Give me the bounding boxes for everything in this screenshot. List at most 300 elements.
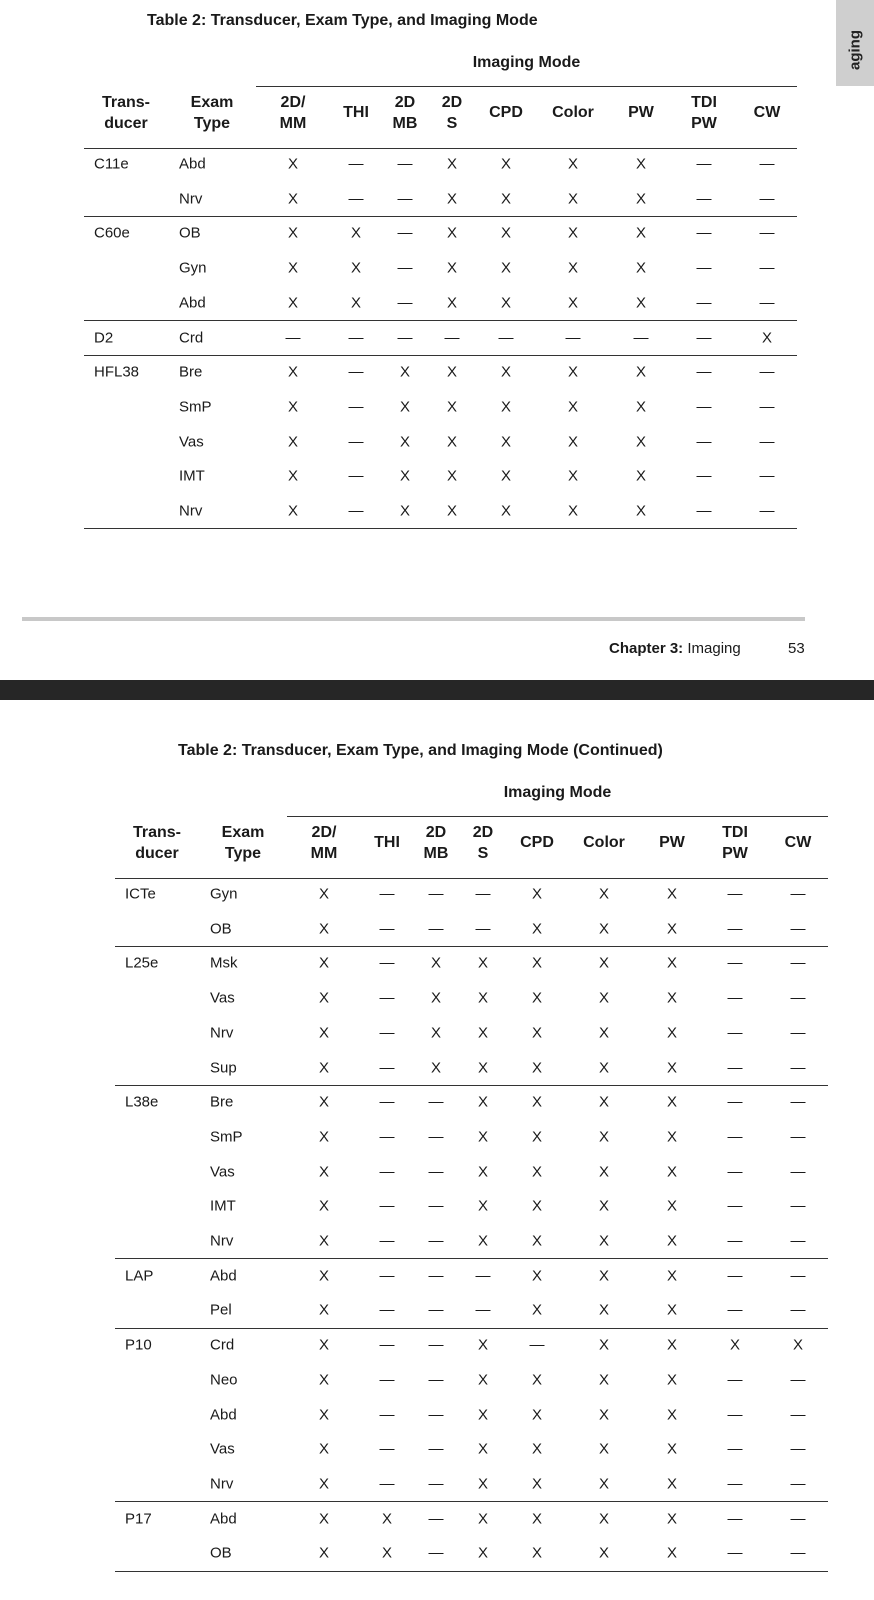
exam-type: Crd: [210, 1336, 235, 1354]
transducer-name: D2: [94, 329, 114, 346]
mode-cell-2ds: X: [446, 433, 458, 451]
mode-cell-cpd: X: [500, 433, 512, 451]
mode-cell-cw: —: [790, 1510, 806, 1528]
mode-cell-color: X: [598, 885, 610, 903]
table-title-continued: Table 2: Transducer, Exam Type, and Imaging Mode (Continued): [178, 742, 663, 759]
mode-cell-2dmb: —: [428, 1371, 444, 1389]
mode-cell-tdipw: —: [696, 259, 712, 277]
mode-cell-2dmm: X: [318, 1197, 330, 1215]
column-header-line: MM: [279, 115, 307, 132]
mode-cell-thi: —: [379, 885, 395, 903]
mode-cell-cw: —: [790, 1232, 806, 1250]
mode-cell-color: —: [565, 329, 581, 346]
mode-cell-tdipw: —: [727, 1128, 743, 1146]
mode-cell-2dmm: X: [318, 989, 330, 1007]
mode-cell-2dmb: X: [399, 467, 411, 485]
exam-type: OB: [210, 1544, 232, 1562]
exam-type: OB: [210, 920, 232, 938]
mode-cell-tdipw: —: [727, 1232, 743, 1250]
mode-cell-color: X: [598, 1128, 610, 1146]
column-header-2dmm: [311, 822, 338, 864]
mode-cell-cpd: X: [500, 363, 512, 381]
mode-cell-cw: —: [790, 1024, 806, 1042]
mode-cell-2ds: X: [477, 954, 489, 972]
column-header-pw: [659, 832, 685, 853]
mode-cell-cpd: X: [531, 1406, 543, 1423]
mode-cell-2dmb: —: [428, 885, 444, 903]
mode-cell-cpd: X: [531, 1267, 543, 1285]
exam-type: SmP: [210, 1128, 243, 1146]
mode-cell-tdipw: —: [696, 467, 712, 485]
mode-cell-color: X: [598, 1510, 610, 1528]
column-header-line: Exam: [221, 824, 265, 841]
mode-cell-cw: X: [761, 329, 773, 346]
column-header-line: Trans-: [132, 824, 182, 841]
mode-cell-color: X: [598, 1267, 610, 1285]
mode-cell-cpd: X: [500, 294, 512, 312]
mode-cell-thi: —: [348, 398, 364, 416]
mode-cell-pw: X: [666, 1406, 678, 1423]
exam-type: Neo: [210, 1371, 238, 1389]
mode-cell-cpd: X: [531, 885, 543, 903]
mode-cell-pw: X: [635, 190, 647, 208]
mode-cell-tdipw: —: [727, 989, 743, 1007]
mode-cell-2dmb: —: [428, 1440, 444, 1458]
exam-type: Bre: [179, 363, 203, 381]
mode-cell-2dmb: X: [430, 1059, 442, 1076]
mode-cell-thi: —: [379, 1406, 395, 1423]
exam-type: Abd: [179, 294, 206, 312]
column-header-line: S: [477, 845, 489, 862]
mode-cell-2dmb: —: [428, 1301, 444, 1319]
mode-cell-2dmb: X: [399, 363, 411, 381]
mode-cell-pw: X: [666, 989, 678, 1007]
mode-cell-2ds: X: [477, 1371, 489, 1389]
mode-cell-2dmb: —: [428, 1128, 444, 1146]
mode-cell-tdipw: —: [696, 329, 712, 346]
mode-cell-2ds: X: [446, 363, 458, 381]
mode-cell-2ds: —: [475, 1267, 491, 1285]
mode-cell-thi: —: [379, 1024, 395, 1042]
mode-cell-thi: —: [379, 1301, 395, 1319]
mode-cell-2dmb: —: [397, 329, 413, 346]
mode-cell-pw: —: [633, 329, 649, 346]
mode-cell-pw: X: [666, 1371, 678, 1389]
column-header-line: 2D: [394, 94, 416, 111]
mode-cell-2ds: X: [477, 1510, 489, 1528]
mode-cell-tdipw: —: [696, 363, 712, 381]
mode-cell-2ds: X: [477, 1059, 489, 1076]
mode-cell-2ds: X: [446, 467, 458, 485]
mode-cell-tdipw: —: [696, 433, 712, 451]
mode-cell-cw: —: [759, 467, 775, 485]
mode-cell-cw: —: [790, 1059, 806, 1076]
mode-cell-tdipw: —: [727, 1371, 743, 1389]
mode-cell-2ds: X: [477, 1406, 489, 1423]
transducer-name: P17: [125, 1510, 152, 1528]
mode-cell-cpd: X: [531, 1163, 543, 1181]
mode-cell-cpd: X: [531, 1544, 543, 1562]
column-header-line: Exam: [190, 94, 234, 111]
table-title: Table 2: Transducer, Exam Type, and Imaging Mode: [147, 12, 538, 29]
column-header-color: [552, 102, 594, 123]
mode-cell-2dmm: X: [318, 1371, 330, 1389]
mode-cell-cpd: X: [500, 259, 512, 277]
column-header-line: MM: [310, 845, 338, 862]
mode-cell-2dmb: —: [428, 1093, 444, 1111]
column-header-line: MB: [392, 115, 418, 132]
mode-cell-cw: —: [759, 259, 775, 277]
mode-cell-cpd: X: [531, 1440, 543, 1458]
footer-chapter-label: Chapter 3:: [609, 640, 684, 657]
exam-type: SmP: [179, 398, 212, 416]
mode-cell-tdipw: —: [696, 294, 712, 312]
mode-cell-2dmm: X: [287, 259, 299, 277]
mode-cell-tdipw: —: [696, 190, 712, 208]
mode-cell-2ds: X: [477, 1336, 489, 1354]
mode-cell-2dmm: X: [318, 920, 330, 938]
mode-cell-pw: X: [635, 259, 647, 277]
column-header-line: 2D: [441, 94, 463, 111]
column-header-cpd: [520, 832, 554, 853]
mode-cell-2dmb: X: [399, 502, 411, 520]
group-rule: [115, 1085, 828, 1086]
exam-type: Nrv: [179, 502, 203, 520]
column-header-thi: [343, 102, 369, 123]
mode-cell-color: X: [567, 433, 579, 451]
mode-cell-cw: —: [759, 363, 775, 381]
exam-type: IMT: [179, 467, 205, 485]
mode-cell-pw: X: [666, 1093, 678, 1111]
mode-cell-2dmm: X: [287, 190, 299, 208]
mode-cell-2dmb: —: [397, 190, 413, 208]
mode-cell-tdipw: —: [727, 920, 743, 938]
mode-cell-color: X: [598, 1544, 610, 1562]
mode-cell-cpd: X: [531, 1128, 543, 1146]
mode-cell-cw: —: [790, 1093, 806, 1111]
mode-cell-tdipw: —: [727, 885, 743, 903]
exam-type: Nrv: [210, 1475, 234, 1493]
column-header-line: 2D/: [280, 94, 306, 111]
mode-cell-pw: X: [666, 1197, 678, 1215]
mode-cell-thi: —: [379, 1197, 395, 1215]
mode-cell-2dmm: X: [318, 954, 330, 972]
mode-cell-2dmm: X: [287, 224, 299, 242]
mode-cell-tdipw: —: [696, 502, 712, 520]
mode-cell-2dmm: X: [318, 1232, 330, 1250]
mode-cell-cw: —: [790, 1301, 806, 1319]
column-header-exam: [191, 92, 234, 134]
mode-cell-color: X: [567, 363, 579, 381]
column-header-transducer: [102, 92, 150, 134]
mode-cell-color: X: [567, 259, 579, 277]
exam-type: Vas: [210, 1163, 235, 1181]
mode-cell-2ds: —: [475, 1301, 491, 1319]
imaging-mode-header: Imaging Mode: [503, 784, 612, 801]
column-header-line: 2D: [472, 824, 494, 841]
column-header-tdipw: [691, 92, 717, 134]
column-header-line: ducer: [104, 115, 148, 132]
mode-cell-cpd: X: [531, 1024, 543, 1042]
exam-type: Vas: [210, 1440, 235, 1458]
mode-cell-tdipw: —: [696, 398, 712, 416]
mode-cell-pw: X: [666, 1301, 678, 1319]
mode-cell-pw: X: [635, 467, 647, 485]
mode-cell-tdipw: —: [727, 1406, 743, 1423]
mode-cell-cpd: X: [531, 1475, 543, 1493]
mode-cell-2dmb: —: [397, 259, 413, 277]
mode-cell-cw: —: [790, 1371, 806, 1389]
mode-cell-color: X: [598, 1406, 610, 1423]
mode-cell-color: X: [567, 467, 579, 485]
exam-type: Bre: [210, 1093, 234, 1111]
mode-cell-2dmm: X: [287, 433, 299, 451]
mode-cell-pw: X: [666, 1024, 678, 1042]
group-rule: [115, 1258, 828, 1259]
mode-cell-color: X: [598, 989, 610, 1007]
mode-cell-thi: —: [348, 329, 364, 346]
transducer-name: C11e: [94, 155, 129, 173]
mode-cell-pw: X: [635, 155, 647, 173]
mode-cell-pw: X: [666, 920, 678, 938]
mode-cell-cw: X: [792, 1336, 804, 1354]
mode-cell-color: X: [567, 502, 579, 520]
transducer-name: L25e: [125, 954, 159, 972]
group-rule: [84, 528, 797, 529]
column-header-line: ducer: [135, 845, 179, 862]
imaging-mode-rule: [287, 816, 828, 817]
column-header-color: [583, 832, 625, 853]
mode-cell-2ds: X: [477, 1163, 489, 1181]
header-rule: [84, 148, 797, 149]
mode-cell-2dmm: X: [318, 1267, 330, 1285]
page-54: [0, 700, 874, 1600]
mode-cell-2dmb: —: [428, 1232, 444, 1250]
mode-cell-2dmm: X: [318, 1163, 330, 1181]
mode-cell-cw: —: [790, 954, 806, 972]
mode-cell-2dmm: X: [287, 294, 299, 312]
mode-cell-2dmm: X: [287, 363, 299, 381]
mode-cell-color: X: [567, 190, 579, 208]
mode-cell-pw: X: [666, 1232, 678, 1250]
mode-cell-cw: —: [759, 155, 775, 173]
mode-cell-tdipw: —: [727, 1267, 743, 1285]
mode-cell-2ds: —: [475, 920, 491, 938]
mode-cell-2ds: X: [446, 259, 458, 277]
mode-cell-2dmm: X: [318, 1024, 330, 1042]
mode-cell-color: X: [567, 294, 579, 312]
mode-cell-tdipw: —: [727, 1093, 743, 1111]
mode-cell-color: X: [598, 1232, 610, 1250]
transducer-name: L38e: [125, 1093, 159, 1111]
mode-cell-2dmm: X: [318, 885, 330, 903]
exam-type: Msk: [210, 954, 238, 972]
mode-cell-2dmm: X: [318, 1336, 330, 1354]
column-header-exam: [222, 822, 265, 864]
column-header-line: PW: [691, 115, 717, 132]
mode-cell-2dmm: X: [318, 1093, 330, 1111]
mode-cell-cpd: X: [500, 190, 512, 208]
footer-chapter: [609, 640, 741, 657]
mode-cell-color: X: [598, 1301, 610, 1319]
mode-cell-2ds: X: [446, 155, 458, 173]
mode-cell-thi: X: [350, 294, 362, 312]
page-number: 53: [788, 640, 805, 657]
mode-cell-tdipw: —: [727, 1440, 743, 1458]
mode-cell-tdipw: —: [727, 1197, 743, 1215]
mode-cell-cw: —: [790, 1544, 806, 1562]
mode-cell-2dmb: —: [397, 155, 413, 173]
mode-cell-cpd: —: [529, 1336, 545, 1354]
exam-type: Sup: [210, 1059, 237, 1076]
mode-cell-2ds: X: [477, 1544, 489, 1562]
mode-cell-color: X: [598, 1371, 610, 1389]
mode-cell-thi: —: [379, 920, 395, 938]
mode-cell-2dmm: X: [318, 1510, 330, 1528]
mode-cell-2dmm: X: [318, 1475, 330, 1493]
exam-type: Abd: [179, 155, 206, 173]
mode-cell-pw: X: [666, 1059, 678, 1076]
mode-cell-color: X: [598, 1093, 610, 1111]
group-rule: [84, 216, 797, 217]
mode-cell-2dmm: —: [285, 329, 301, 346]
transducer-name: ICTe: [125, 885, 156, 903]
mode-cell-cpd: X: [531, 1371, 543, 1389]
mode-cell-2dmb: —: [428, 1475, 444, 1493]
mode-cell-2dmb: —: [428, 1163, 444, 1181]
mode-cell-pw: X: [635, 224, 647, 242]
mode-cell-cpd: X: [531, 954, 543, 972]
mode-cell-cpd: X: [500, 224, 512, 242]
mode-cell-2ds: X: [477, 1024, 489, 1042]
mode-cell-2dmb: —: [428, 1197, 444, 1215]
mode-cell-2dmb: —: [428, 1406, 444, 1423]
mode-cell-cw: —: [759, 294, 775, 312]
column-header-line: Type: [224, 845, 262, 862]
mode-cell-thi: —: [348, 467, 364, 485]
mode-cell-2ds: X: [446, 294, 458, 312]
mode-cell-thi: —: [379, 1128, 395, 1146]
mode-cell-2ds: —: [475, 885, 491, 903]
mode-cell-cpd: X: [531, 1093, 543, 1111]
mode-cell-cw: —: [759, 398, 775, 416]
transducer-name: LAP: [125, 1267, 154, 1285]
mode-cell-tdipw: —: [727, 1163, 743, 1181]
page-separator: [0, 680, 874, 700]
mode-cell-cw: —: [790, 1440, 806, 1458]
footer-rule: [22, 617, 805, 621]
mode-cell-2dmb: —: [428, 1336, 444, 1354]
column-header-line: Trans-: [101, 94, 151, 111]
mode-cell-thi: X: [381, 1544, 393, 1562]
mode-cell-cpd: X: [500, 467, 512, 485]
mode-cell-thi: —: [379, 954, 395, 972]
transducer-name: HFL38: [94, 363, 140, 381]
mode-cell-2ds: X: [477, 1197, 489, 1215]
exam-type: Vas: [210, 989, 235, 1007]
mode-cell-cw: —: [790, 1163, 806, 1181]
column-header-cw: [754, 102, 781, 123]
group-rule: [115, 1571, 828, 1572]
column-header-line: TDI: [691, 94, 717, 111]
column-header-line: Color: [583, 834, 625, 851]
exam-type: Gyn: [179, 259, 207, 277]
mode-cell-color: X: [567, 155, 579, 173]
group-rule: [115, 1328, 828, 1329]
mode-cell-2dmb: X: [430, 989, 442, 1007]
mode-cell-thi: —: [379, 1059, 395, 1076]
mode-cell-cw: —: [790, 1406, 806, 1423]
column-header-line: Type: [193, 115, 231, 132]
mode-cell-color: X: [567, 224, 579, 242]
mode-cell-2dmm: X: [287, 155, 299, 173]
exam-type: Gyn: [210, 885, 238, 903]
mode-cell-2ds: X: [477, 1093, 489, 1111]
column-header-2dmb: [424, 822, 449, 864]
mode-cell-2dmm: X: [318, 1406, 330, 1423]
exam-type: Crd: [179, 329, 204, 346]
mode-cell-cpd: X: [531, 1197, 543, 1215]
mode-cell-pw: X: [666, 1128, 678, 1146]
mode-cell-cw: —: [790, 1197, 806, 1215]
mode-cell-pw: X: [666, 1544, 678, 1562]
mode-cell-thi: —: [348, 155, 364, 173]
mode-cell-thi: —: [379, 1440, 395, 1458]
mode-cell-2dmb: X: [399, 398, 411, 416]
exam-type: Abd: [210, 1406, 237, 1423]
group-rule: [84, 320, 797, 321]
mode-cell-cw: —: [759, 502, 775, 520]
mode-cell-thi: —: [348, 433, 364, 451]
mode-cell-2dmm: X: [287, 398, 299, 416]
exam-type: Nrv: [210, 1024, 234, 1042]
mode-cell-2ds: —: [444, 329, 460, 346]
mode-cell-tdipw: —: [727, 1024, 743, 1042]
exam-type: Abd: [210, 1267, 237, 1285]
mode-cell-thi: X: [350, 224, 362, 242]
mode-cell-2dmb: —: [397, 294, 413, 312]
exam-type: Nrv: [210, 1232, 234, 1250]
column-header-pw: [628, 102, 654, 123]
mode-cell-cpd: X: [500, 398, 512, 416]
mode-cell-2dmm: X: [318, 1301, 330, 1319]
transducer-name: P10: [125, 1336, 152, 1354]
mode-cell-cpd: X: [531, 1059, 543, 1076]
mode-cell-tdipw: —: [727, 1544, 743, 1562]
mode-cell-2ds: X: [446, 502, 458, 520]
mode-cell-cw: —: [759, 433, 775, 451]
group-rule: [115, 946, 828, 947]
mode-cell-color: X: [598, 920, 610, 938]
mode-cell-color: X: [598, 1024, 610, 1042]
mode-cell-cpd: X: [500, 502, 512, 520]
mode-cell-color: X: [598, 1197, 610, 1215]
column-header-line: CPD: [520, 834, 554, 851]
mode-cell-thi: —: [379, 1093, 395, 1111]
mode-cell-2dmb: —: [428, 1510, 444, 1528]
exam-type: OB: [179, 224, 201, 242]
mode-cell-pw: X: [635, 502, 647, 520]
column-header-line: MB: [423, 845, 449, 862]
mode-cell-2ds: X: [477, 989, 489, 1007]
mode-cell-color: X: [567, 398, 579, 416]
column-header-2ds: [473, 822, 493, 864]
column-header-line: THI: [374, 834, 400, 851]
mode-cell-tdipw: —: [727, 1059, 743, 1076]
mode-cell-cpd: X: [531, 989, 543, 1007]
mode-cell-2dmb: X: [399, 433, 411, 451]
mode-cell-pw: X: [635, 398, 647, 416]
